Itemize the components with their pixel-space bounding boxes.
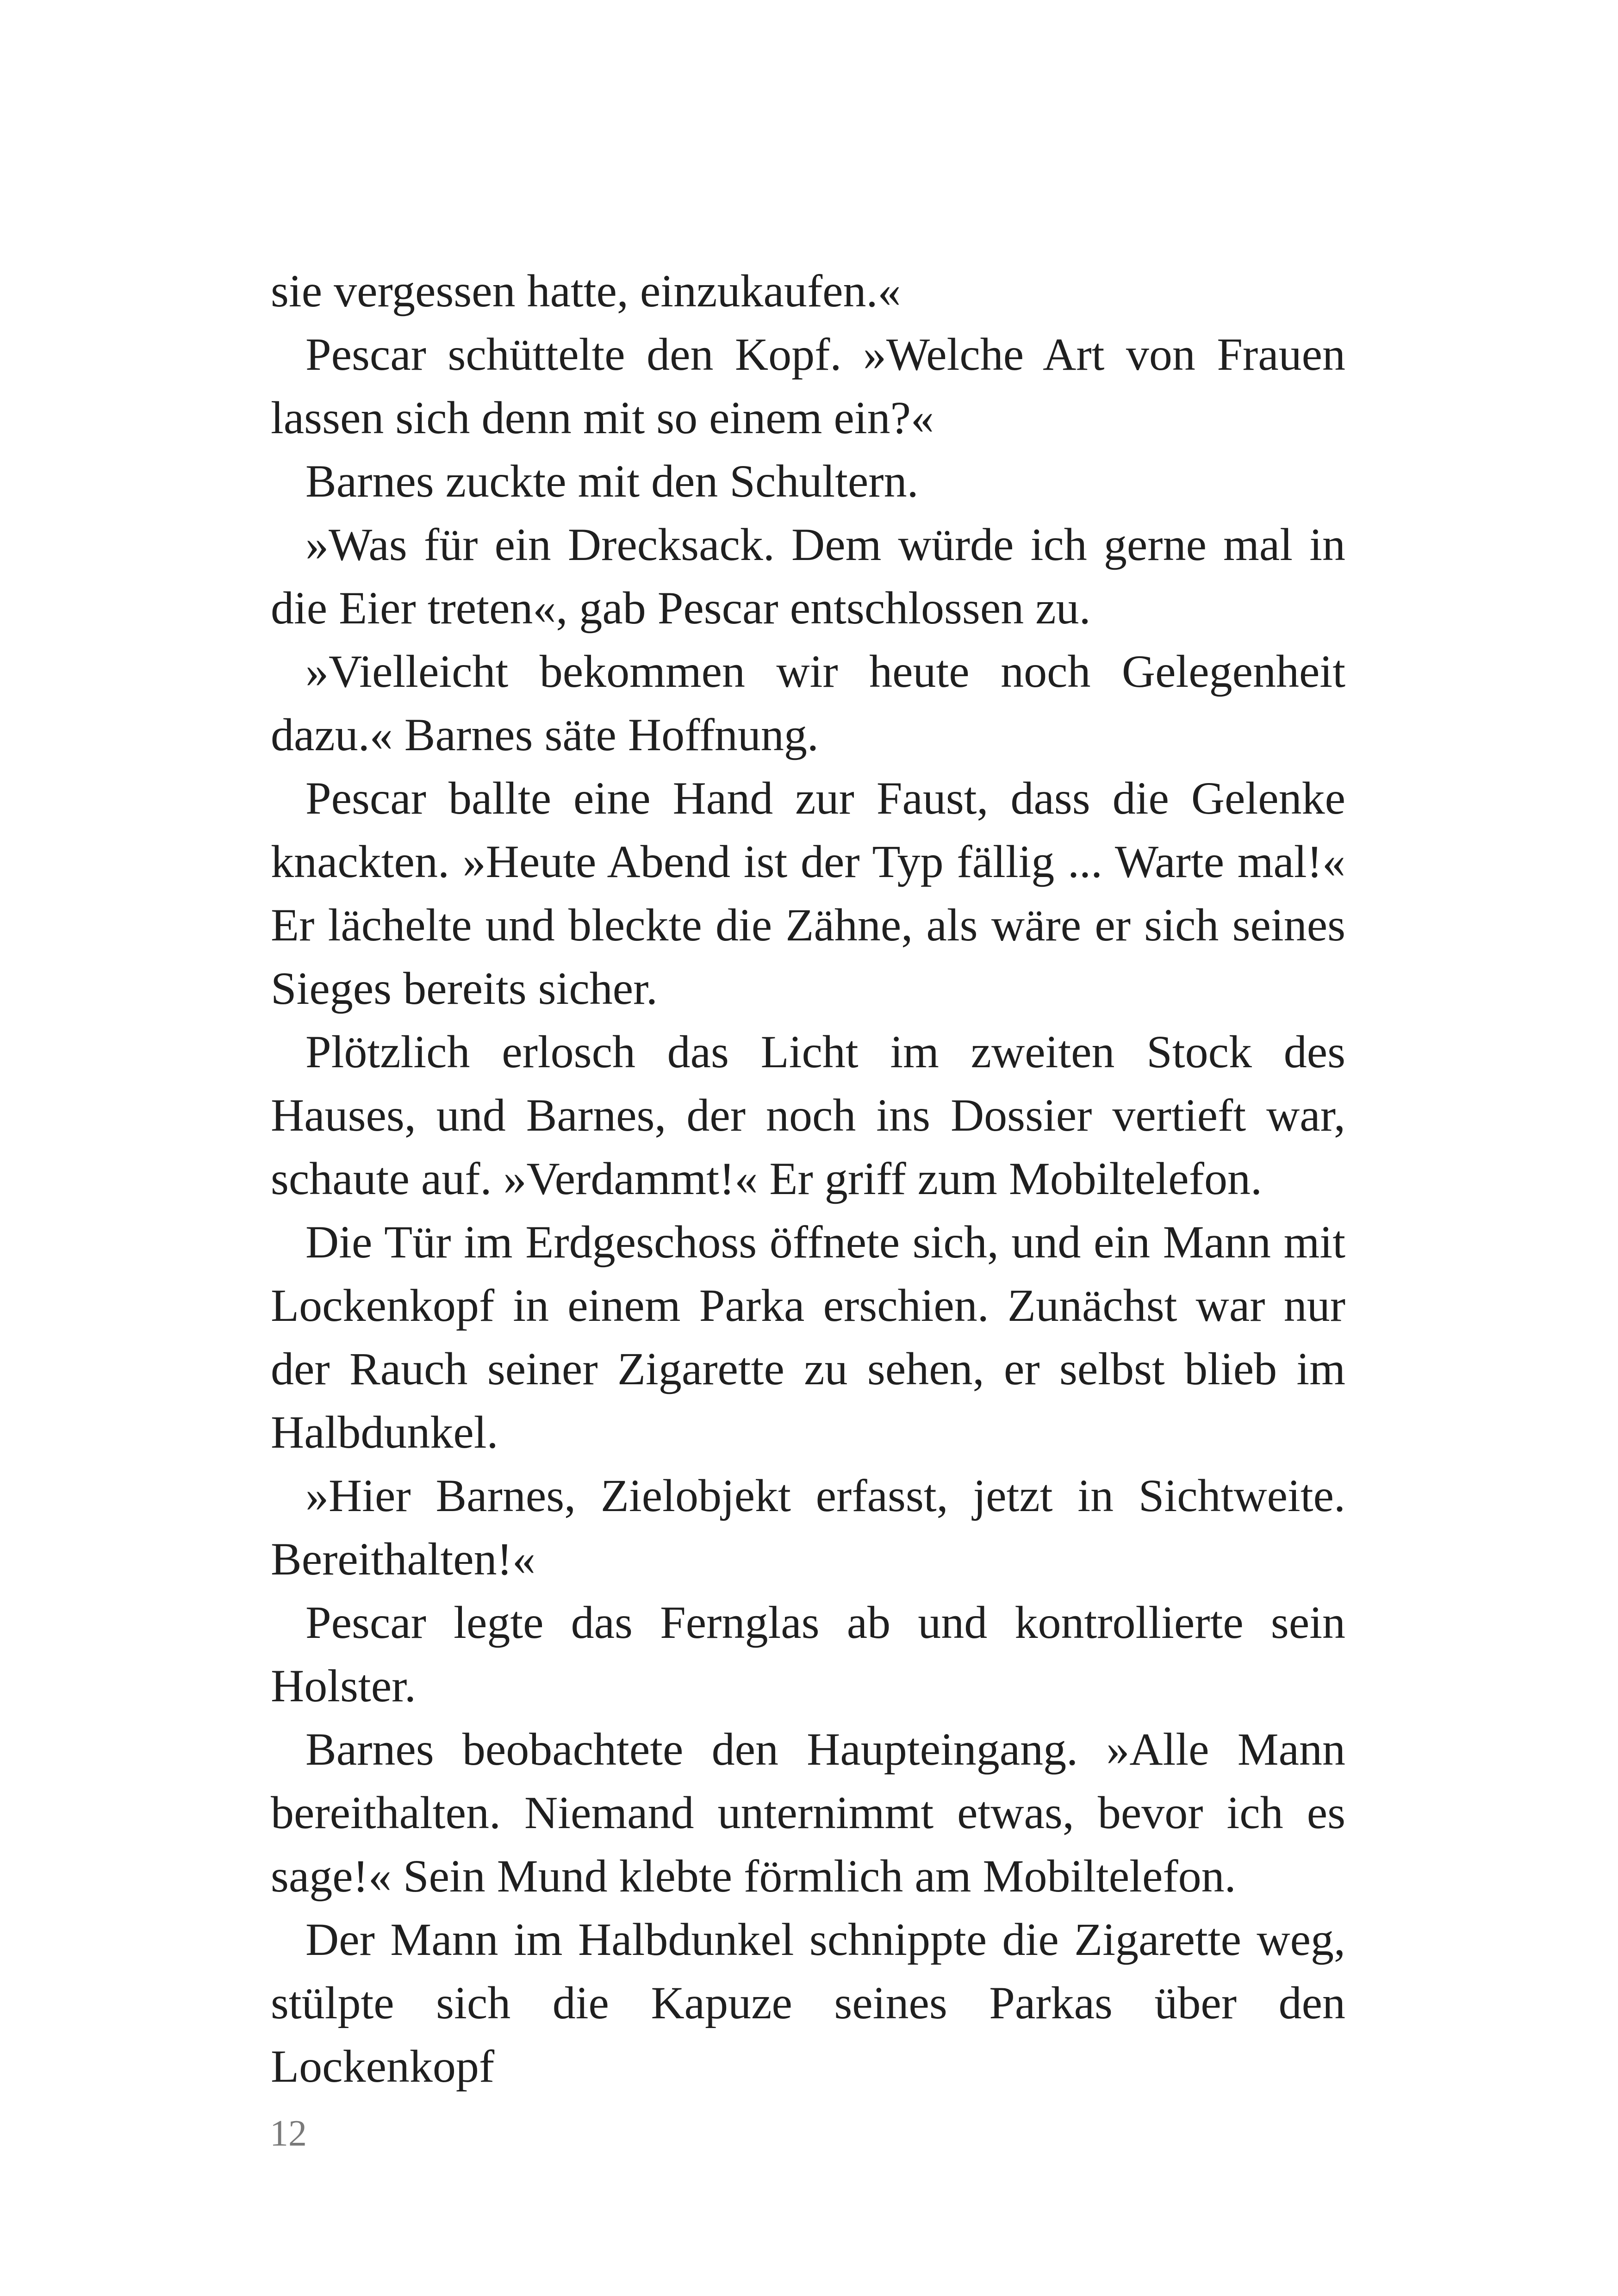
paragraph: »Was für ein Drecksack. Dem würde ich gerne mal in die Eier treten«, gab Pescar entschlossen zu. <box>271 519 1345 634</box>
paragraph: Die Tür im Erdgeschoss öffnete sich, und ein Mann mit Lockenkopf in einem Parka erschien. Zunächst war nur der Rauch seiner Zigarette zu sehen, er selbst blieb im Halbdunkel. <box>271 1216 1345 1458</box>
page-number: 12 <box>270 2113 307 2154</box>
paragraph: »Vielleicht bekommen wir heute noch Gelegenheit dazu.« Barnes säte Hoffnung. <box>271 646 1345 760</box>
paragraph: Pescar ballte eine Hand zur Faust, dass die Gelenke knackten. »Heute Abend ist der Typ fällig ... Warte mal!« Er lächelte und bleckte die Zähne, als wäre er sich seines Sieges bereits sicher. <box>271 772 1345 1014</box>
paragraph: sie vergessen hatte, einzukaufen.« <box>271 265 901 317</box>
paragraph: Barnes zuckte mit den Schultern. <box>305 455 919 507</box>
paragraph: Pescar schüttelte den Kopf. »Welche Art von Frauen lassen sich denn mit so einem ein?« <box>271 329 1345 443</box>
paragraph: Der Mann im Halbdunkel schnippte die Zigarette weg, stülpte sich die Kapuze seines Parkas über den Lockenkopf <box>271 1914 1345 2092</box>
body-text <box>271 259 1345 2098</box>
paragraph: »Hier Barnes, Zielobjekt erfasst, jetzt in Sichtweite. Bereithalten!« <box>271 1470 1345 1585</box>
paragraph: Barnes beobachtete den Haupteingang. »Alle Mann bereithalten. Niemand unternimmt etwas, bevor ich es sage!« Sein Mund klebte förmlich am Mobiltelefon. <box>271 1724 1345 1902</box>
paragraph: Pescar legte das Fernglas ab und kontrollierte sein Holster. <box>271 1597 1345 1711</box>
paragraph: Plötzlich erlosch das Licht im zweiten Stock des Hauses, und Barnes, der noch ins Dossier vertieft war, schaute auf. »Verdammt!« Er griff zum Mobiltelefon. <box>271 1026 1345 1204</box>
